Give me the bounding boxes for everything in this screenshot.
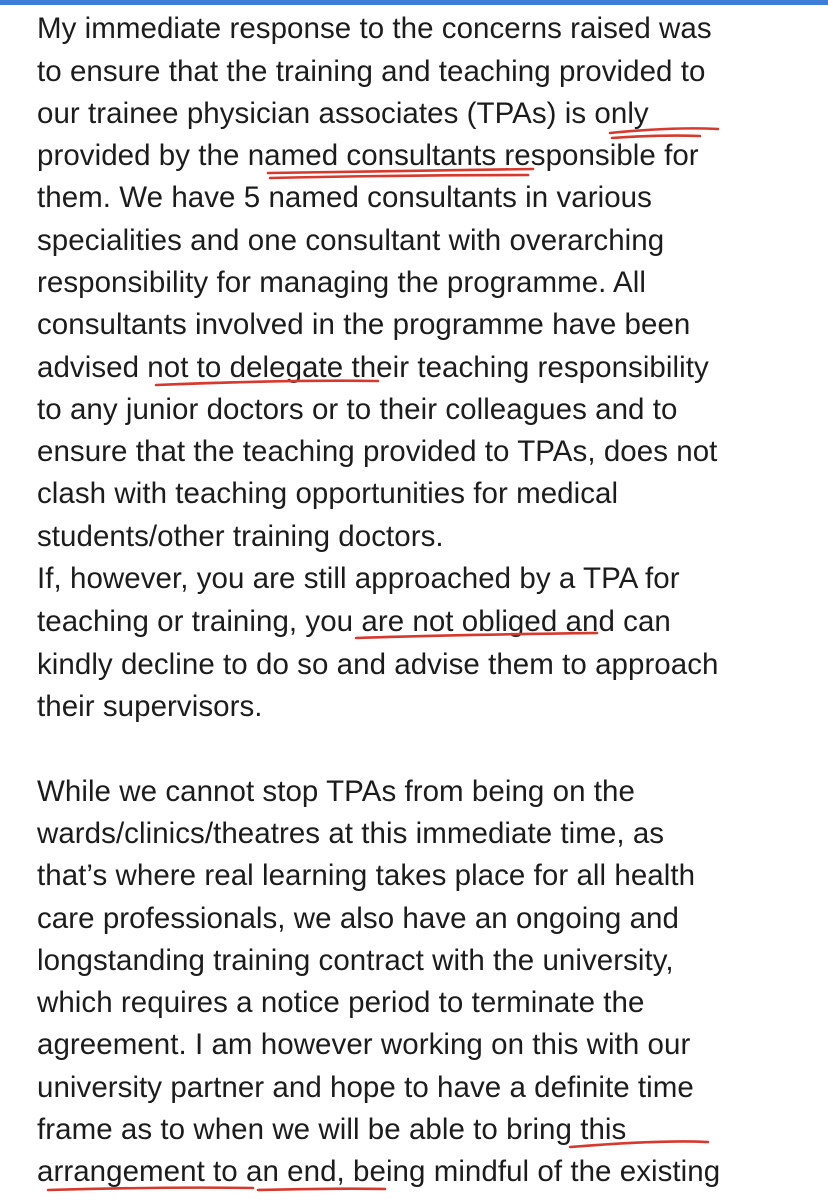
text-line: specialities and one consultant with overarching — [37, 224, 665, 257]
text-line: clash with teaching opportunities for medical — [37, 477, 619, 510]
text-line: longstanding training contract with the university, — [37, 944, 674, 977]
text-line: that’s where real learning takes place for all health — [37, 859, 696, 892]
text-line: care professionals, we also have an ongoing and — [37, 902, 679, 935]
text-line: university partner and hope to have a definite time — [37, 1071, 694, 1104]
text-line: frame as to when we will be able to bring this — [37, 1113, 627, 1146]
text-line: arrangement to an end, being mindful of the existing — [37, 1155, 721, 1188]
underline-named-consultants-second — [270, 175, 528, 178]
text-line: provided by the named consultants responsible for — [37, 139, 699, 172]
text-line: which requires a notice period to terminate the — [37, 986, 645, 1019]
text-line: advised not to delegate their teaching responsibility — [37, 351, 709, 384]
text-line: responsibility for managing the programme. All — [37, 266, 646, 299]
text-line: to ensure that the training and teaching provided to — [37, 55, 706, 88]
text-line: teaching or training, you are not obliged and can — [37, 605, 671, 638]
text-line: our trainee physician associates (TPAs) is only — [37, 97, 649, 130]
text-line: While we cannot stop TPAs from being on the — [37, 775, 635, 808]
text-line: agreement. I am however working on this with our — [37, 1028, 691, 1061]
text-line: their supervisors. — [37, 690, 263, 723]
text-line: consultants involved in the programme have been — [37, 308, 691, 341]
text-line: students/other training doctors. — [37, 520, 444, 553]
top-accent-bar — [0, 0, 828, 5]
text-line: kindly decline to do so and advise them to approach — [37, 648, 719, 681]
text-line: them. We have 5 named consultants in various — [37, 181, 652, 214]
text-line: ensure that the teaching provided to TPAs, does not — [37, 435, 718, 468]
text-line: My immediate response to the concerns raised was — [37, 12, 712, 45]
text-line: to any junior doctors or to their colleagues and to — [37, 393, 678, 426]
text-line: If, however, you are still approached by a TPA for — [37, 562, 680, 595]
text-line: wards/clinics/theatres at this immediate time, as — [37, 817, 665, 850]
